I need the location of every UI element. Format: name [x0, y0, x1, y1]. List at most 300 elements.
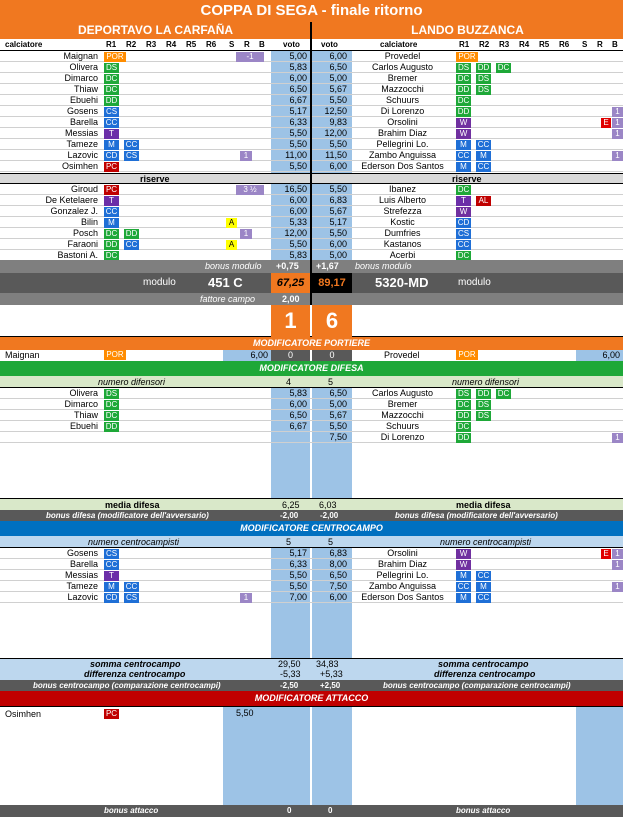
bonus-badge-b: 1 — [612, 582, 623, 592]
vote-b: 6,50 — [329, 388, 347, 398]
role-badge-a: CC — [105, 207, 118, 216]
header-b-r1: R1 — [459, 40, 470, 49]
player-name-b: Orsolini — [387, 117, 418, 127]
role-badge-b: DS — [477, 400, 490, 409]
role-badge-b: DD — [457, 85, 470, 94]
player-name-a: Gosens — [66, 106, 98, 116]
player-name-b: Orsolini — [387, 548, 418, 558]
role-badge-b: M — [456, 571, 471, 581]
role-badge-a: DD — [105, 96, 118, 105]
player-name-b: Provedel — [384, 51, 421, 61]
header-calciatore-b: calciatore — [380, 40, 418, 49]
bonus-modulo-a: +0,75 — [276, 261, 299, 271]
vote-b: 12,00 — [324, 128, 347, 138]
vote-b: 6,83 — [329, 195, 347, 205]
bonus-badge-b: 1 — [612, 151, 623, 161]
role-badge-b: DS — [457, 389, 470, 398]
status-badge-b: E — [601, 118, 611, 128]
role-badge-b: T — [456, 196, 471, 206]
role-badge-b: DD — [477, 63, 490, 72]
role-badge-a: DS — [105, 63, 118, 72]
vote-b: 5,00 — [329, 73, 347, 83]
vote-a: 5,50 — [289, 570, 307, 580]
vote-a: 12,00 — [284, 228, 307, 238]
role-badge-a: CC — [125, 140, 138, 149]
player-name-b: Di Lorenzo — [380, 432, 425, 442]
role-badge-b: CC — [477, 140, 490, 149]
player-name-a: Posch — [72, 228, 98, 238]
bonus-modulo-label-b: bonus modulo — [355, 261, 412, 271]
mod-portiere-zero-a: 0 — [271, 350, 310, 361]
vote-a: 6,33 — [289, 559, 307, 569]
role-badge-a: M — [104, 140, 119, 150]
player-name-b: Dumfries — [384, 228, 421, 238]
mod-portiere-role-b: POR — [456, 350, 478, 360]
bonus-difesa-row — [0, 510, 623, 521]
role-badge-b: DD — [457, 107, 470, 116]
bonus-badge-b: 1 — [612, 107, 623, 117]
bonus-badge-b: 1 — [612, 560, 623, 570]
bonus-badge-a: 1 — [240, 593, 252, 603]
role-badge-b: M — [476, 151, 491, 161]
modulo-label-a: modulo — [143, 277, 176, 288]
vote-a: 5,50 — [289, 581, 307, 591]
player-name-a: De Ketelaere — [45, 195, 98, 205]
role-badge-a: CS — [125, 593, 138, 602]
player-name-b: Ederson Dos Santos — [361, 592, 444, 602]
role-badge-a: M — [104, 582, 119, 592]
role-badge-a: CC — [105, 560, 118, 569]
vote-a: 5,83 — [289, 62, 307, 72]
player-name-b: Schuurs — [385, 95, 420, 105]
mod-centro-label-b: numero centrocampisti — [440, 537, 532, 547]
role-badge-b: DC — [457, 400, 470, 409]
attacco-role-a: PC — [105, 709, 118, 718]
role-badge-a: CC — [105, 118, 118, 127]
bonus-attacco-label-a: bonus attacco — [104, 806, 159, 815]
vote-b: 5,50 — [329, 139, 347, 149]
role-badge-b: M — [456, 140, 471, 150]
player-name-a: Giroud — [70, 184, 98, 194]
header-b-r: R — [597, 40, 603, 49]
role-badge-a: T — [104, 196, 119, 206]
player-name-a: Lazovic — [67, 592, 98, 602]
header-r2: R2 — [126, 40, 137, 49]
vote-b: 6,00 — [329, 239, 347, 249]
bonus-centro-row — [0, 680, 623, 691]
bonus-centro-label-b: bonus centrocampo (comparazione centrocampi) — [383, 681, 571, 690]
player-name-b: Bremer — [387, 399, 418, 409]
mod-centro-label-a: numero centrocampisti — [88, 537, 180, 547]
fattore-value: 2,00 — [282, 294, 300, 304]
vote-b: 6,00 — [329, 592, 347, 602]
player-name-a: Thiaw — [73, 84, 98, 94]
status-badge-b: E — [601, 549, 611, 559]
total-a: 67,25 — [271, 273, 310, 293]
player-name-b: Kastanos — [383, 239, 422, 249]
role-badge-b: DC — [457, 96, 470, 105]
vote-b: 5,67 — [329, 410, 347, 420]
bonus-centro-label-a: bonus centrocampo (comparazione centrocampi) — [33, 681, 221, 690]
modulo-b: 5320-MD — [375, 275, 429, 290]
player-name-b: Mazzocchi — [381, 410, 424, 420]
role-badge-a: CD — [105, 151, 118, 160]
role-badge-b: M — [476, 582, 491, 592]
role-badge-a: DC — [105, 85, 118, 94]
attacco-player-a: Osimhen — [5, 709, 42, 719]
player-name-b: Schuurs — [385, 421, 420, 431]
bonus-modulo-b: +1,67 — [316, 261, 339, 271]
role-badge-b: DC — [457, 74, 470, 83]
vote-b: 5,00 — [329, 399, 347, 409]
vote-b: 6,00 — [329, 51, 347, 61]
role-badge-a: CS — [105, 107, 118, 116]
diff-centro-b: +5,33 — [320, 669, 343, 679]
vote-a: 5,50 — [289, 139, 307, 149]
center-divider — [310, 22, 312, 305]
vote-a: 6,67 — [289, 95, 307, 105]
role-badge-a: DD — [105, 240, 118, 249]
attacco-area — [0, 706, 623, 805]
vote-b: 12,50 — [324, 106, 347, 116]
player-name-b: Mazzocchi — [381, 84, 424, 94]
role-badge-b: CD — [457, 218, 470, 227]
role-badge-a: CC — [125, 240, 138, 249]
player-name-b: Di Lorenzo — [380, 106, 425, 116]
mod-portiere-role-a: POR — [104, 350, 126, 360]
role-badge-a: DC — [105, 400, 118, 409]
header-b-r2: R2 — [479, 40, 490, 49]
vote-b: 7,50 — [329, 581, 347, 591]
role-badge-a: POR — [104, 52, 126, 62]
vote-a: 5,17 — [289, 548, 307, 558]
mod-portiere-vote-a: 6,00 — [223, 350, 271, 361]
player-name-a: Barella — [69, 559, 98, 569]
role-badge-a: CC — [125, 582, 138, 591]
role-badge-b: CC — [477, 162, 490, 171]
role-badge-a: DC — [105, 411, 118, 420]
vote-a: 5,00 — [289, 51, 307, 61]
somma-centro-label-b: somma centrocampo — [438, 659, 529, 669]
mod-portiere-row — [0, 350, 623, 361]
mod-centro-na: 5 — [286, 537, 292, 547]
vote-b: 5,50 — [329, 421, 347, 431]
role-badge-b: W — [456, 129, 471, 139]
role-badge-a: M — [104, 218, 119, 228]
role-badge-b: W — [456, 118, 471, 128]
mod-portiere-title: MODIFICATORE PORTIERE — [0, 337, 623, 350]
diff-centro-label-b: differenza centrocampo — [434, 669, 536, 679]
mod-centro-title: MODIFICATORE CENTROCAMPO — [0, 521, 623, 536]
player-name-a: Olivera — [69, 388, 98, 398]
player-name-a: Ebuehi — [69, 95, 98, 105]
role-badge-b: DC — [457, 251, 470, 260]
player-name-a: Bilin — [80, 217, 98, 227]
bonus-difesa-b: -2,00 — [320, 511, 339, 520]
vote-a: 6,50 — [289, 410, 307, 420]
role-badge-a: PC — [105, 162, 118, 171]
vote-a: 11,00 — [285, 150, 307, 160]
team-a-name: DEPORTAVO LA CARFAÑA — [0, 22, 311, 39]
bonus-badge-a: 1 — [240, 151, 252, 161]
modulo-label-b: modulo — [458, 277, 491, 288]
player-name-a: Barella — [69, 117, 98, 127]
vote-b: 6,50 — [329, 62, 347, 72]
somma-centro-a: 29,50 — [278, 659, 301, 669]
bonus-badge-a: -1 — [236, 52, 264, 62]
role-badge-b: CS — [457, 229, 470, 238]
mod-portiere-vote-b: 6,00 — [576, 350, 623, 361]
player-name-b: Carlos Augusto — [371, 388, 434, 398]
player-name-a: Ebuehi — [69, 421, 98, 431]
vote-a: 5,50 — [289, 239, 307, 249]
mod-attacco-title: MODIFICATORE ATTACCO — [0, 691, 623, 706]
vote-b: 5,50 — [329, 184, 347, 194]
player-name-b: Brahim Diaz — [377, 128, 427, 138]
player-name-a: Dimarco — [64, 399, 98, 409]
role-badge-b: CC — [477, 571, 490, 580]
player-name-b: Brahim Diaz — [377, 559, 427, 569]
mod-portiere-a: Maignan — [5, 350, 40, 360]
mod-difesa-title: MODIFICATORE DIFESA — [0, 361, 623, 376]
role-badge-b: CC — [457, 582, 470, 591]
role-badge-b: DS — [457, 63, 470, 72]
vote-a — [271, 432, 310, 443]
role-badge-a: DC — [105, 74, 118, 83]
vote-a: 5,50 — [289, 161, 307, 171]
header-b-r6: R6 — [559, 40, 570, 49]
vote-a: 5,50 — [289, 128, 307, 138]
vote-b: 7,50 — [329, 432, 347, 442]
vote-b: 9,83 — [329, 117, 347, 127]
media-difesa-label-a: media difesa — [105, 500, 160, 510]
vote-a: 6,00 — [289, 206, 307, 216]
role-badge-b: W — [456, 207, 471, 217]
bonus-difesa-a: -2,00 — [280, 511, 299, 520]
player-name-a: Faraoni — [67, 239, 98, 249]
media-difesa-label-b: media difesa — [456, 500, 511, 510]
bonus-badge-b: 1 — [612, 118, 623, 128]
bonus-attacco-label-b: bonus attacco — [456, 806, 511, 815]
player-name-a: Messias — [64, 570, 98, 580]
player-name-b: Acerbi — [389, 250, 416, 260]
player-name-b: Luis Alberto — [378, 195, 427, 205]
header-b-r5: R5 — [539, 40, 550, 49]
role-badge-b: DS — [477, 85, 490, 94]
score-b: 6 — [312, 305, 352, 337]
role-badge-a: CS — [105, 549, 118, 558]
diff-centro-row — [0, 669, 623, 680]
vote-b: 5,67 — [329, 206, 347, 216]
title-bar: COPPA DI SEGA - finale ritorno — [0, 0, 623, 22]
somma-centro-b: 34,83 — [316, 659, 339, 669]
role-badge-b: CC — [477, 593, 490, 602]
vote-b: 6,50 — [329, 570, 347, 580]
player-name-a: Lazovic — [67, 150, 98, 160]
mod-centro-nb: 5 — [328, 537, 334, 547]
role-badge-a: CD — [105, 593, 118, 602]
diff-centro-a: -5,33 — [280, 669, 301, 679]
vote-b: 5,67 — [329, 84, 347, 94]
vote-b: 5,00 — [329, 250, 347, 260]
header-b-b: B — [612, 40, 618, 49]
role-badge-a: DC — [105, 251, 118, 260]
status-badge-a: A — [226, 240, 237, 250]
mod-portiere-zero-b: 0 — [312, 350, 352, 361]
vote-b: 11,50 — [325, 150, 347, 160]
header-r5: R5 — [186, 40, 197, 49]
vote-a: 5,33 — [289, 217, 307, 227]
header-r6: R6 — [206, 40, 217, 49]
header-voto-a: voto — [283, 40, 300, 49]
player-name-a: Osimhen — [61, 161, 98, 171]
player-name-a: Maignan — [63, 51, 98, 61]
diff-centro-label-a: differenza centrocampo — [84, 669, 186, 679]
vote-b: 6,83 — [329, 548, 347, 558]
bonus-badge-b: 1 — [612, 549, 623, 559]
vote-a: 5,83 — [289, 250, 307, 260]
mod-difesa-nb: 5 — [328, 377, 334, 387]
attacco-vote-a: 5,50 — [236, 708, 254, 718]
vote-a: 5,83 — [289, 388, 307, 398]
role-badge-b: CC — [457, 151, 470, 160]
role-badge-b: W — [456, 560, 471, 570]
media-difesa-b: 6,03 — [319, 500, 337, 510]
role-badge-a: T — [104, 129, 119, 139]
media-difesa-row — [0, 498, 623, 510]
bonus-centro-a: -2,50 — [280, 681, 299, 690]
player-name-b: Strefezza — [383, 206, 422, 216]
player-name-a — [0, 432, 98, 443]
role-badge-b: DC — [497, 63, 510, 72]
role-badge-a: DS — [105, 389, 118, 398]
player-name-a: Bastoni A. — [57, 250, 98, 260]
player-name-b: Zambo Anguissa — [368, 581, 437, 591]
mod-portiere-b: Provedel — [384, 350, 420, 360]
role-badge-b: M — [456, 162, 471, 172]
role-badge-b: AL — [476, 196, 491, 206]
role-badge-a: PC — [105, 185, 118, 194]
media-difesa-a: 6,25 — [282, 500, 300, 510]
role-badge-b: DD — [477, 389, 490, 398]
header-r1: R1 — [106, 40, 117, 49]
header-r4: R4 — [166, 40, 177, 49]
vote-a: 6,33 — [289, 117, 307, 127]
role-badge-b: DS — [477, 411, 490, 420]
role-badge-b: DS — [477, 74, 490, 83]
vote-b: 6,00 — [329, 161, 347, 171]
role-badge-b: DC — [457, 185, 470, 194]
bonus-difesa-label-a: bonus difesa (modificatore dell'avversario) — [46, 511, 209, 520]
role-badge-b: W — [456, 549, 471, 559]
mod-difesa-label-a: numero difensori — [98, 377, 166, 387]
mod-difesa-na: 4 — [286, 377, 292, 387]
bonus-difesa-label-b: bonus difesa (modificatore dell'avversario) — [395, 511, 558, 520]
vote-a: 16,50 — [284, 184, 307, 194]
fattore-label: fattore campo — [200, 294, 256, 304]
bonus-badge-b: 1 — [612, 433, 623, 443]
player-name-b: Carlos Augusto — [371, 62, 434, 72]
player-name-a: Messias — [64, 128, 98, 138]
role-badge-b: DD — [457, 433, 470, 442]
player-name-a: Tameze — [66, 581, 98, 591]
role-badge-a: CS — [125, 151, 138, 160]
status-badge-a: A — [226, 218, 237, 228]
player-name-a: Dimarco — [64, 73, 98, 83]
header-r: R — [244, 40, 250, 49]
role-badge-b: POR — [456, 52, 478, 62]
bonus-badge-b: 1 — [612, 129, 623, 139]
vote-b: 8,00 — [329, 559, 347, 569]
vote-b: 5,50 — [329, 95, 347, 105]
header-s: S — [229, 40, 235, 49]
player-name-b: Zambo Anguissa — [368, 150, 437, 160]
player-name-b: Pellegrini Lo. — [376, 570, 429, 580]
vote-a: 6,67 — [289, 421, 307, 431]
bonus-centro-b: +2,50 — [320, 681, 341, 690]
role-badge-a: DC — [105, 229, 118, 238]
bonus-attacco-a: 0 — [287, 806, 292, 815]
team-b-name: LANDO BUZZANCA — [312, 22, 623, 39]
role-badge-b: M — [456, 593, 471, 603]
header-voto-b: voto — [321, 40, 338, 49]
player-name-b: Ibanez — [388, 184, 417, 194]
header-b-s: S — [582, 40, 588, 49]
vote-a: 6,00 — [289, 73, 307, 83]
role-badge-a: DD — [125, 229, 138, 238]
modulo-a: 451 C — [208, 275, 243, 290]
player-name-b: Ederson Dos Santos — [361, 161, 444, 171]
role-badge-a: DD — [105, 422, 118, 431]
header-b-r4: R4 — [519, 40, 530, 49]
bonus-badge-a: 1 — [240, 229, 252, 239]
header-b: B — [259, 40, 265, 49]
player-name-a: Tameze — [66, 139, 98, 149]
player-name-a: Thiaw — [73, 410, 98, 420]
reserves-label-b: riserve — [452, 174, 482, 184]
header-b-r3: R3 — [499, 40, 510, 49]
vote-a: 6,00 — [289, 195, 307, 205]
total-b: 89,17 — [312, 273, 352, 293]
score-row — [0, 305, 623, 337]
reserves-label-a: riserve — [140, 174, 170, 184]
role-badge-a: T — [104, 571, 119, 581]
header-calciatore-a: calciatore — [5, 40, 43, 49]
role-badge-b: DD — [457, 411, 470, 420]
score-a: 1 — [271, 305, 310, 337]
mod-difesa-header — [0, 376, 623, 388]
player-name-a: Olivera — [69, 62, 98, 72]
bonus-modulo-label-a: bonus modulo — [205, 261, 262, 271]
player-name-b: Pellegrini Lo. — [376, 139, 429, 149]
mod-difesa-label-b: numero difensori — [452, 377, 520, 387]
role-badge-b: DC — [497, 389, 510, 398]
player-name-a: Gosens — [66, 548, 98, 558]
vote-a: 5,17 — [289, 106, 307, 116]
bonus-attacco-row — [0, 805, 623, 817]
vote-a: 6,50 — [289, 84, 307, 94]
vote-b: 5,17 — [329, 217, 347, 227]
player-name-b: Kostic — [390, 217, 415, 227]
bonus-attacco-b: 0 — [328, 806, 333, 815]
somma-centro-row — [0, 658, 623, 669]
header-r3: R3 — [146, 40, 157, 49]
mod-centro-header — [0, 536, 623, 548]
player-name-a: Gonzalez J. — [50, 206, 98, 216]
vote-a: 7,00 — [289, 592, 307, 602]
somma-centro-label-a: somma centrocampo — [90, 659, 181, 669]
role-badge-b: DC — [457, 422, 470, 431]
